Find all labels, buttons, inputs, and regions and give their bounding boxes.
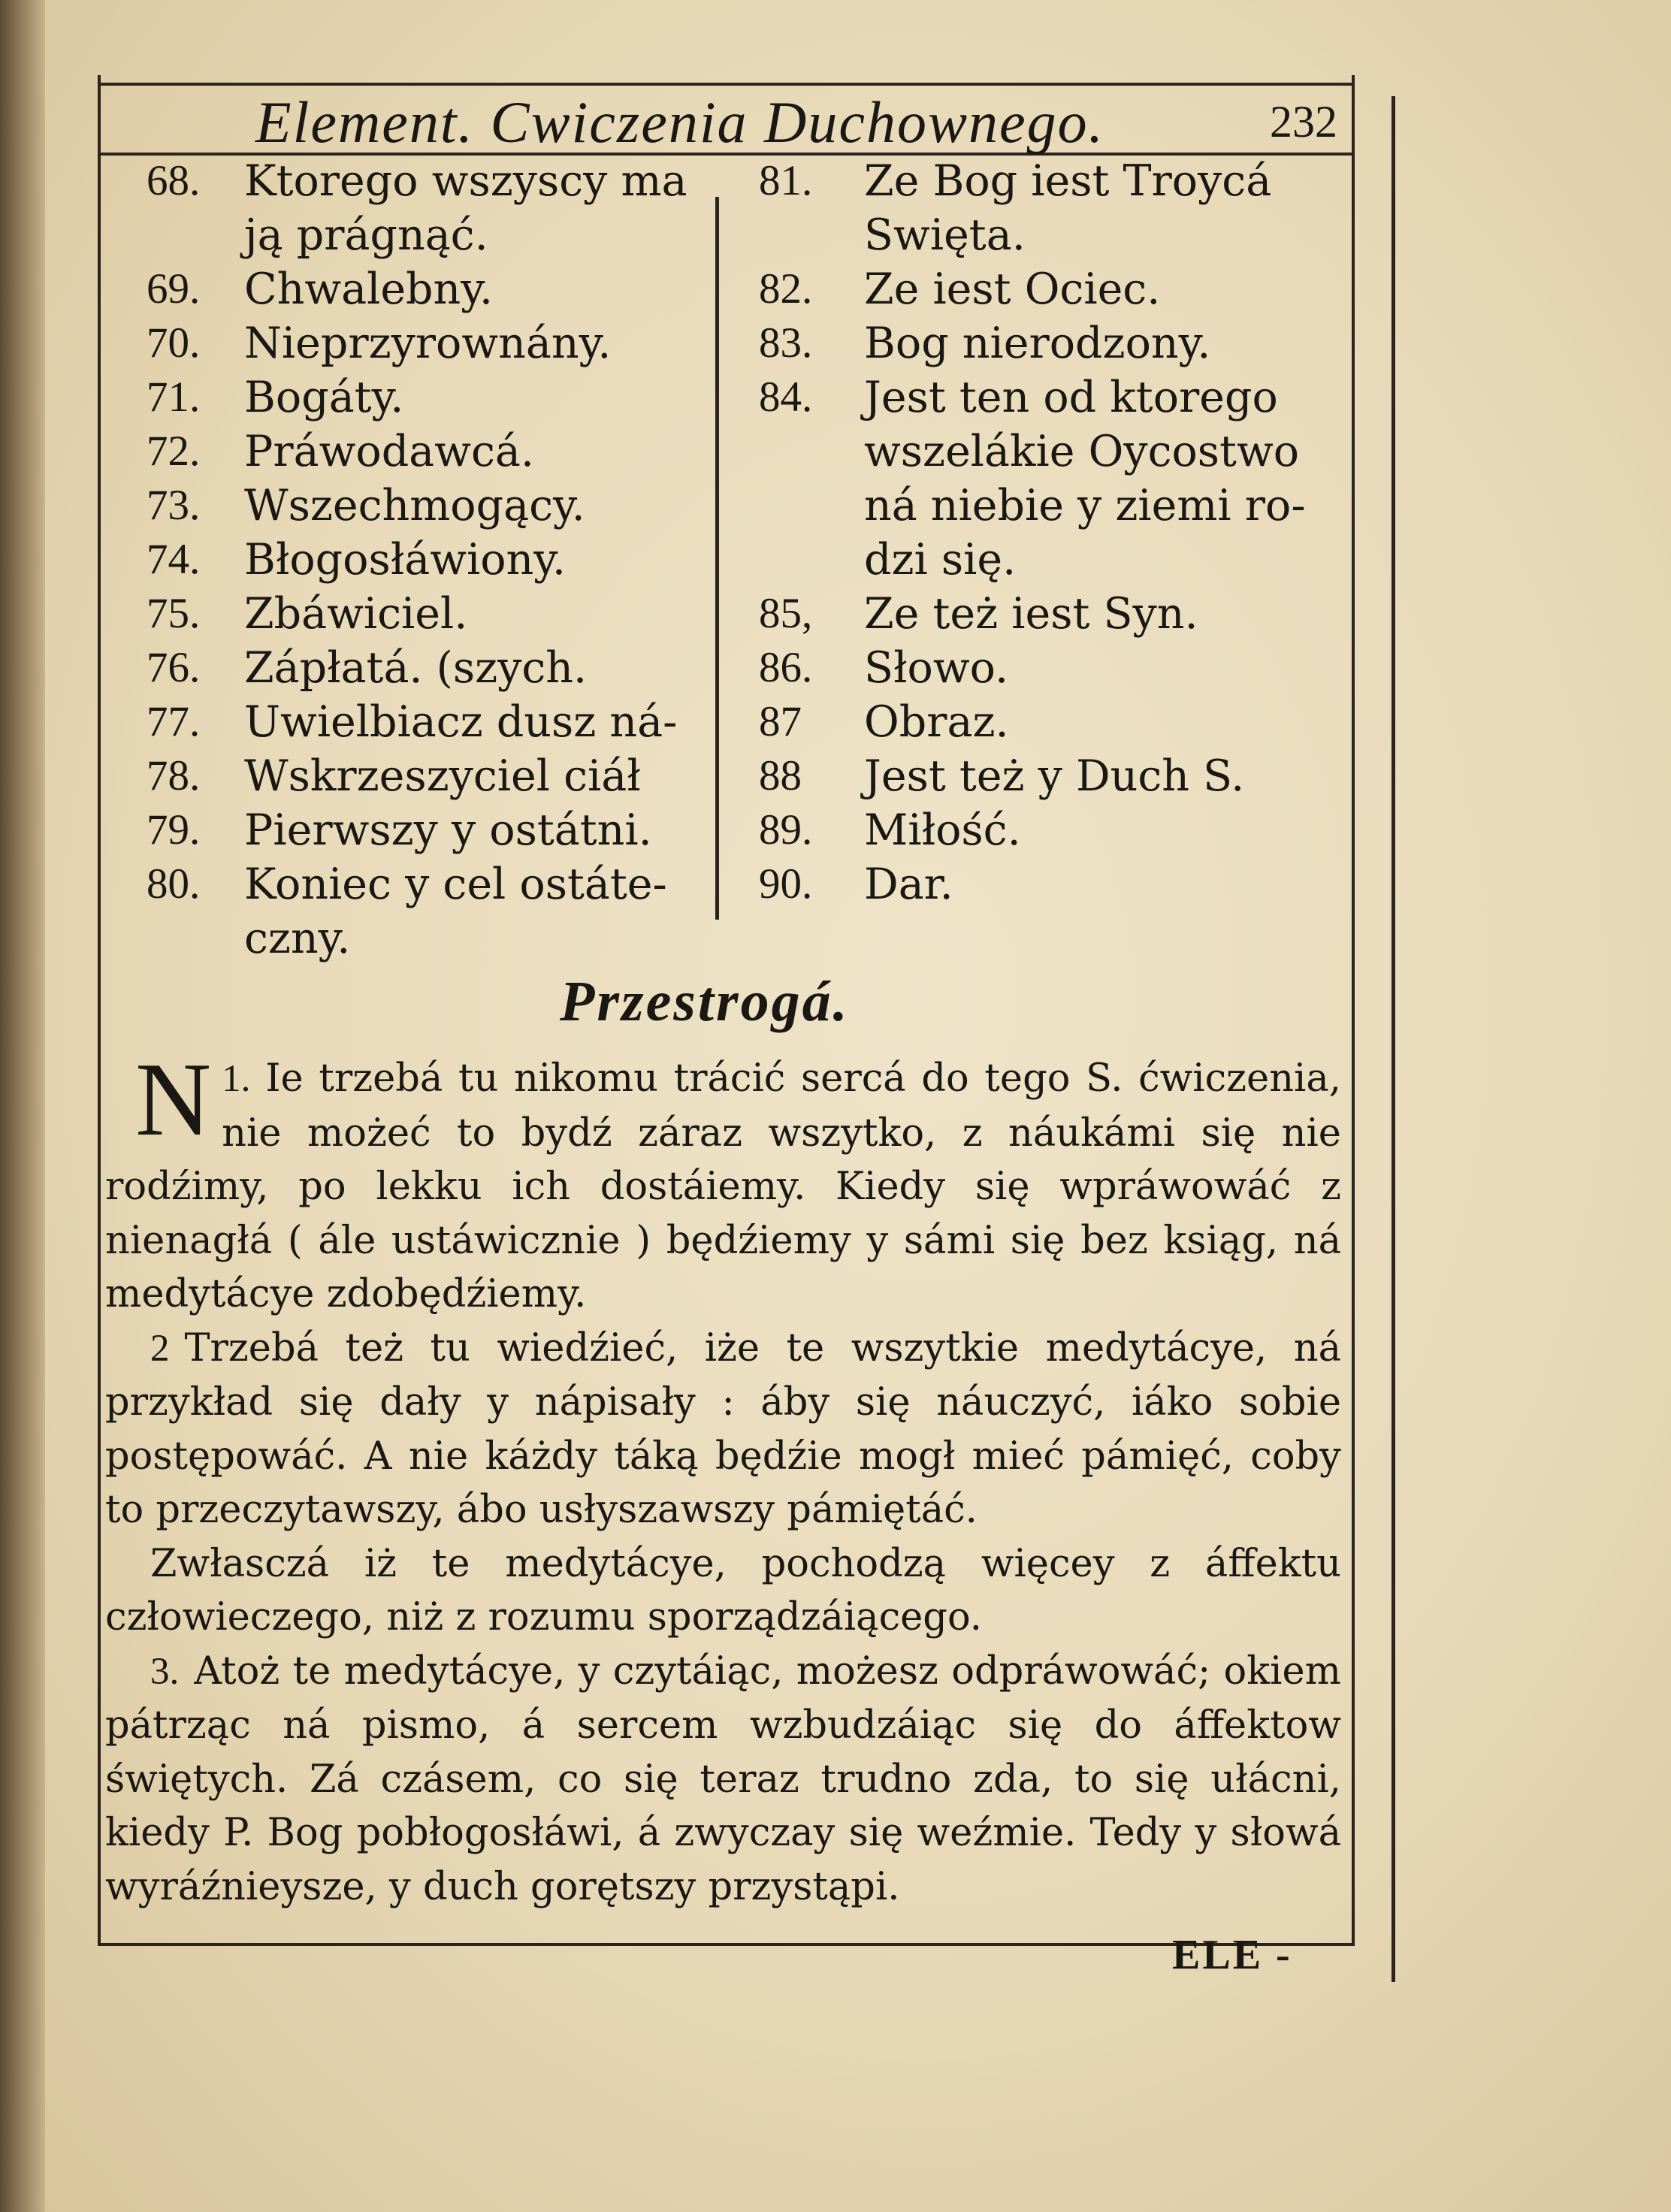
item-text: Wszechmogący. <box>244 481 585 530</box>
item-text: Pierwszy y ostátni. <box>244 805 652 855</box>
list-item <box>147 749 703 803</box>
list-item <box>147 641 703 695</box>
item-text: Dar. <box>864 860 953 909</box>
list-item <box>759 154 1352 262</box>
paragraph-number: 2 <box>150 1327 170 1370</box>
paragraph-number: 3. <box>150 1650 180 1693</box>
list-item <box>147 479 703 533</box>
paragraph-2 <box>105 1322 1341 1537</box>
item-text: Jest ten od ktorego wszelákie Oycostwo ná niebie y ziemi ro- dzi się. <box>864 373 1306 585</box>
item-text: Słowo. <box>864 643 1009 693</box>
item-text: Uwielbiacz dusz ná- <box>244 697 678 747</box>
page-number: 232 <box>1270 97 1337 147</box>
list-item <box>759 803 1352 857</box>
item-text: Ze też iest Syn. <box>864 589 1198 639</box>
left-column-list <box>147 154 703 965</box>
list-item <box>759 749 1352 803</box>
paragraph-3 <box>105 1645 1341 1914</box>
item-number: 88 <box>759 752 802 799</box>
item-text: Błogosłáwiony. <box>244 535 567 585</box>
list-item <box>147 425 703 479</box>
item-number: 83. <box>759 319 813 367</box>
paragraph-number: 1. <box>222 1058 251 1100</box>
item-text: Bogáty. <box>244 373 404 422</box>
item-number: 79. <box>147 806 201 854</box>
item-number: 80. <box>147 860 201 908</box>
item-number: 68. <box>147 157 201 204</box>
list-item <box>147 370 703 425</box>
catchword: ELE - <box>1172 1932 1292 1978</box>
list-item <box>759 316 1352 370</box>
paragraph-2b <box>105 1537 1341 1645</box>
paragraph-1 <box>105 1041 1341 1322</box>
item-text: Miłość. <box>864 805 1021 855</box>
item-text: Ze iest Ociec. <box>864 264 1161 314</box>
paragraph-text: Ie trzebá tu nikomu trácić sercá do tego S. ćwiczenia, nie możeć to bydź záraz wszytko, z náukámi się nie rodźimy, po lekku ich dostáiemy. Kiedy się wpráwowáć z nienagłá ( ále ustáwicznie ) będźiemy y sámi się bez ksiąg, ná medytácye zdobędźiemy. <box>105 1056 1341 1316</box>
list-item <box>759 370 1352 587</box>
item-number: 69. <box>147 265 201 313</box>
list-item <box>759 262 1352 316</box>
list-item <box>147 316 703 370</box>
running-title: Element. Cwiczenia Duchownego. <box>255 89 1105 155</box>
paragraph-text: Zwłasczá iż te medytácye, pochodzą więcey z áffektu człowieczego, niż z rozumu sporządzáiącego. <box>105 1541 1341 1639</box>
running-head <box>255 89 1337 156</box>
frame-top-rule <box>101 83 1352 86</box>
item-text: Chwalebny. <box>244 264 494 314</box>
column-divider <box>715 197 719 920</box>
item-number: 84. <box>759 373 813 421</box>
item-number: 86. <box>759 644 813 691</box>
list-item <box>147 533 703 587</box>
item-number: 82. <box>759 265 813 313</box>
list-item <box>147 803 703 857</box>
item-number: 71. <box>147 373 201 421</box>
item-text: Koniec y cel ostáte- czny. <box>244 860 667 963</box>
item-text: Bog nierodzony. <box>864 319 1211 368</box>
item-text: Ze Bog iest Troycá Swięta. <box>864 156 1272 260</box>
item-number: 74. <box>147 536 201 583</box>
frame-bottom-rule <box>101 1943 1352 1946</box>
item-number: 72. <box>147 428 201 475</box>
body-text <box>105 1041 1341 1914</box>
list-item <box>759 857 1352 911</box>
item-number: 90. <box>759 860 813 908</box>
item-text: Wskrzeszyciel ciáł <box>244 751 641 801</box>
item-number: 85, <box>759 590 813 637</box>
list-item <box>147 587 703 641</box>
list-item <box>759 587 1352 641</box>
item-number: 78. <box>147 752 201 799</box>
item-text: Zbáwiciel. <box>244 589 468 639</box>
item-number: 77. <box>147 698 201 745</box>
list-item <box>759 641 1352 695</box>
list-item <box>147 695 703 749</box>
book-gutter <box>0 0 45 2212</box>
item-text: Ktorego wszyscy ma ją prágnąć. <box>244 156 687 260</box>
paragraph-text: Atoż te medytácye, y czytáiąc, możesz odpráwowáć; okiem pátrząc ná pismo, á sercem wzbudzáiąc się do áffektow świętych. Zá czásem, co się teraz trudno zda, to się ułácni, kiedy P. Bog pobłogosłáwi, á zwyczay się weźmie. Tedy y słowá wyráźnieysze, y duch gorętszy przystąpi. <box>105 1648 1341 1909</box>
item-text: Obraz. <box>864 697 1009 747</box>
paragraph-text: Trzebá też tu wiedźieć, iże te wszytkie medytácye, ná przykład się dały y nápisały : áby się náuczyć, iáko sobie postępowáć. A nie káżdy táką będźie mogł mieć pámięć, coby to przeczytawszy, ábo usłyszawszy pámiętáć. <box>105 1325 1341 1532</box>
item-number: 89. <box>759 806 813 854</box>
list-item <box>147 262 703 316</box>
item-number: 81. <box>759 157 813 204</box>
item-text: Nieprzyrownány. <box>244 319 612 368</box>
item-number: 87 <box>759 698 802 745</box>
drop-cap: N <box>135 1041 212 1158</box>
item-number: 73. <box>147 482 201 529</box>
right-column-list <box>759 154 1352 911</box>
list-item <box>759 695 1352 749</box>
item-number: 75. <box>147 590 201 637</box>
item-text: Jest też y Duch S. <box>864 751 1245 801</box>
item-text: Práwodawcá. <box>244 427 534 476</box>
item-text: Zápłatá. (szych. <box>244 643 588 693</box>
section-title: Przestrogá. <box>560 970 850 1033</box>
outer-margin-rule <box>1391 96 1395 1982</box>
list-item <box>147 154 703 262</box>
item-number: 70. <box>147 319 201 367</box>
item-number: 76. <box>147 644 201 691</box>
list-item <box>147 857 703 965</box>
